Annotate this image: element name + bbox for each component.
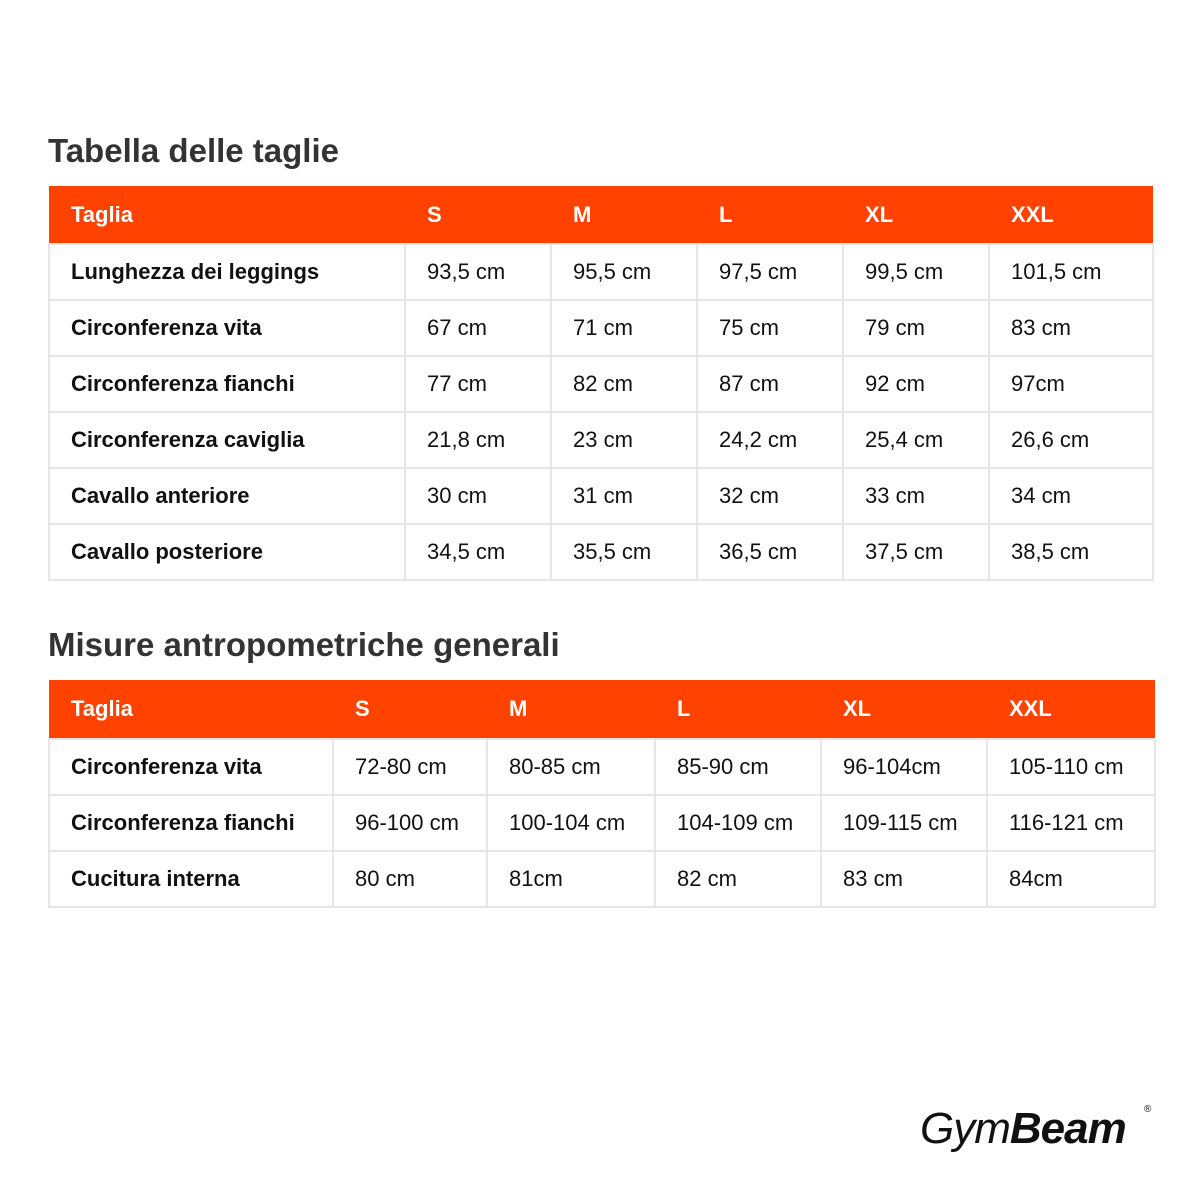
size-chart-table: [48, 186, 1154, 581]
header-cell-size-m: M: [487, 680, 655, 739]
measurement-cell: 30 cm: [405, 468, 551, 524]
measurement-cell: 95,5 cm: [551, 244, 697, 300]
measurement-cell: 83 cm: [821, 851, 987, 907]
registered-mark: ®: [1144, 1104, 1152, 1115]
header-cell-size-xl: XL: [821, 680, 987, 739]
measurement-cell: 24,2 cm: [697, 412, 843, 468]
row-label: Circonferenza vita: [49, 300, 405, 356]
measurement-cell: 99,5 cm: [843, 244, 989, 300]
header-cell-size-s: S: [333, 680, 487, 739]
row-label: Circonferenza vita: [49, 739, 333, 795]
row-label: Circonferenza fianchi: [49, 356, 405, 412]
row-label: Cavallo posteriore: [49, 524, 405, 580]
row-label: Lunghezza dei leggings: [49, 244, 405, 300]
measurement-cell: 25,4 cm: [843, 412, 989, 468]
measurement-cell: 105-110 cm: [987, 739, 1155, 795]
table-row: [49, 300, 1153, 356]
measurement-cell: 100-104 cm: [487, 795, 655, 851]
measurement-cell: 37,5 cm: [843, 524, 989, 580]
measurement-cell: 72-80 cm: [333, 739, 487, 795]
logo-text-bold: Beam: [1009, 1104, 1126, 1152]
row-label: Cavallo anteriore: [49, 468, 405, 524]
body-measurements-table: [48, 680, 1156, 908]
measurement-cell: 80-85 cm: [487, 739, 655, 795]
row-label: Circonferenza caviglia: [49, 412, 405, 468]
measurement-cell: 71 cm: [551, 300, 697, 356]
measurement-cell: 34,5 cm: [405, 524, 551, 580]
measurement-cell: 38,5 cm: [989, 524, 1153, 580]
measurement-cell: 82 cm: [655, 851, 821, 907]
measurement-cell: 87 cm: [697, 356, 843, 412]
measurement-cell: 97,5 cm: [697, 244, 843, 300]
table-row: [49, 356, 1153, 412]
table-row: [49, 795, 1155, 851]
header-cell-size-l: L: [655, 680, 821, 739]
header-cell-size-l: L: [697, 186, 843, 244]
measurement-cell: 36,5 cm: [697, 524, 843, 580]
header-cell-size-s: S: [405, 186, 551, 244]
header-cell-size-m: M: [551, 186, 697, 244]
table-header-row: [49, 680, 1155, 739]
gymbeam-logo: [918, 1100, 1154, 1152]
header-cell-size-label: Taglia: [49, 680, 333, 739]
measurement-cell: 77 cm: [405, 356, 551, 412]
measurement-cell: 101,5 cm: [989, 244, 1153, 300]
measurement-cell: 21,8 cm: [405, 412, 551, 468]
header-cell-size-label: Taglia: [49, 186, 405, 244]
measurement-cell: 104-109 cm: [655, 795, 821, 851]
measurement-cell: 34 cm: [989, 468, 1153, 524]
measurement-cell: 35,5 cm: [551, 524, 697, 580]
measurement-cell: 97cm: [989, 356, 1153, 412]
measurement-cell: 32 cm: [697, 468, 843, 524]
table-row: [49, 468, 1153, 524]
measurement-cell: 80 cm: [333, 851, 487, 907]
header-cell-size-xxl: XXL: [987, 680, 1155, 739]
measurement-cell: 31 cm: [551, 468, 697, 524]
logo-text-light: Gym: [920, 1104, 1010, 1152]
row-label: Cucitura interna: [49, 851, 333, 907]
row-label: Circonferenza fianchi: [49, 795, 333, 851]
table-row: [49, 851, 1155, 907]
size-chart-title: Tabella delle taglie: [48, 132, 339, 169]
measurement-cell: 33 cm: [843, 468, 989, 524]
body-measurements-title: Misure antropometriche generali: [48, 626, 560, 663]
header-cell-size-xl: XL: [843, 186, 989, 244]
measurement-cell: 109-115 cm: [821, 795, 987, 851]
measurement-cell: 96-104cm: [821, 739, 987, 795]
measurement-cell: 116-121 cm: [987, 795, 1155, 851]
table-row: [49, 524, 1153, 580]
table-row: [49, 412, 1153, 468]
measurement-cell: 79 cm: [843, 300, 989, 356]
measurement-cell: 81cm: [487, 851, 655, 907]
header-cell-size-xxl: XXL: [989, 186, 1153, 244]
measurement-cell: 83 cm: [989, 300, 1153, 356]
measurement-cell: 67 cm: [405, 300, 551, 356]
measurement-cell: 84cm: [987, 851, 1155, 907]
measurement-cell: 26,6 cm: [989, 412, 1153, 468]
svg-text:GymBeam: [920, 1104, 1126, 1152]
measurement-cell: 82 cm: [551, 356, 697, 412]
measurement-cell: 92 cm: [843, 356, 989, 412]
table-row: [49, 739, 1155, 795]
measurement-cell: 96-100 cm: [333, 795, 487, 851]
table-header-row: [49, 186, 1153, 244]
measurement-cell: 85-90 cm: [655, 739, 821, 795]
table-row: [49, 244, 1153, 300]
measurement-cell: 93,5 cm: [405, 244, 551, 300]
measurement-cell: 23 cm: [551, 412, 697, 468]
measurement-cell: 75 cm: [697, 300, 843, 356]
